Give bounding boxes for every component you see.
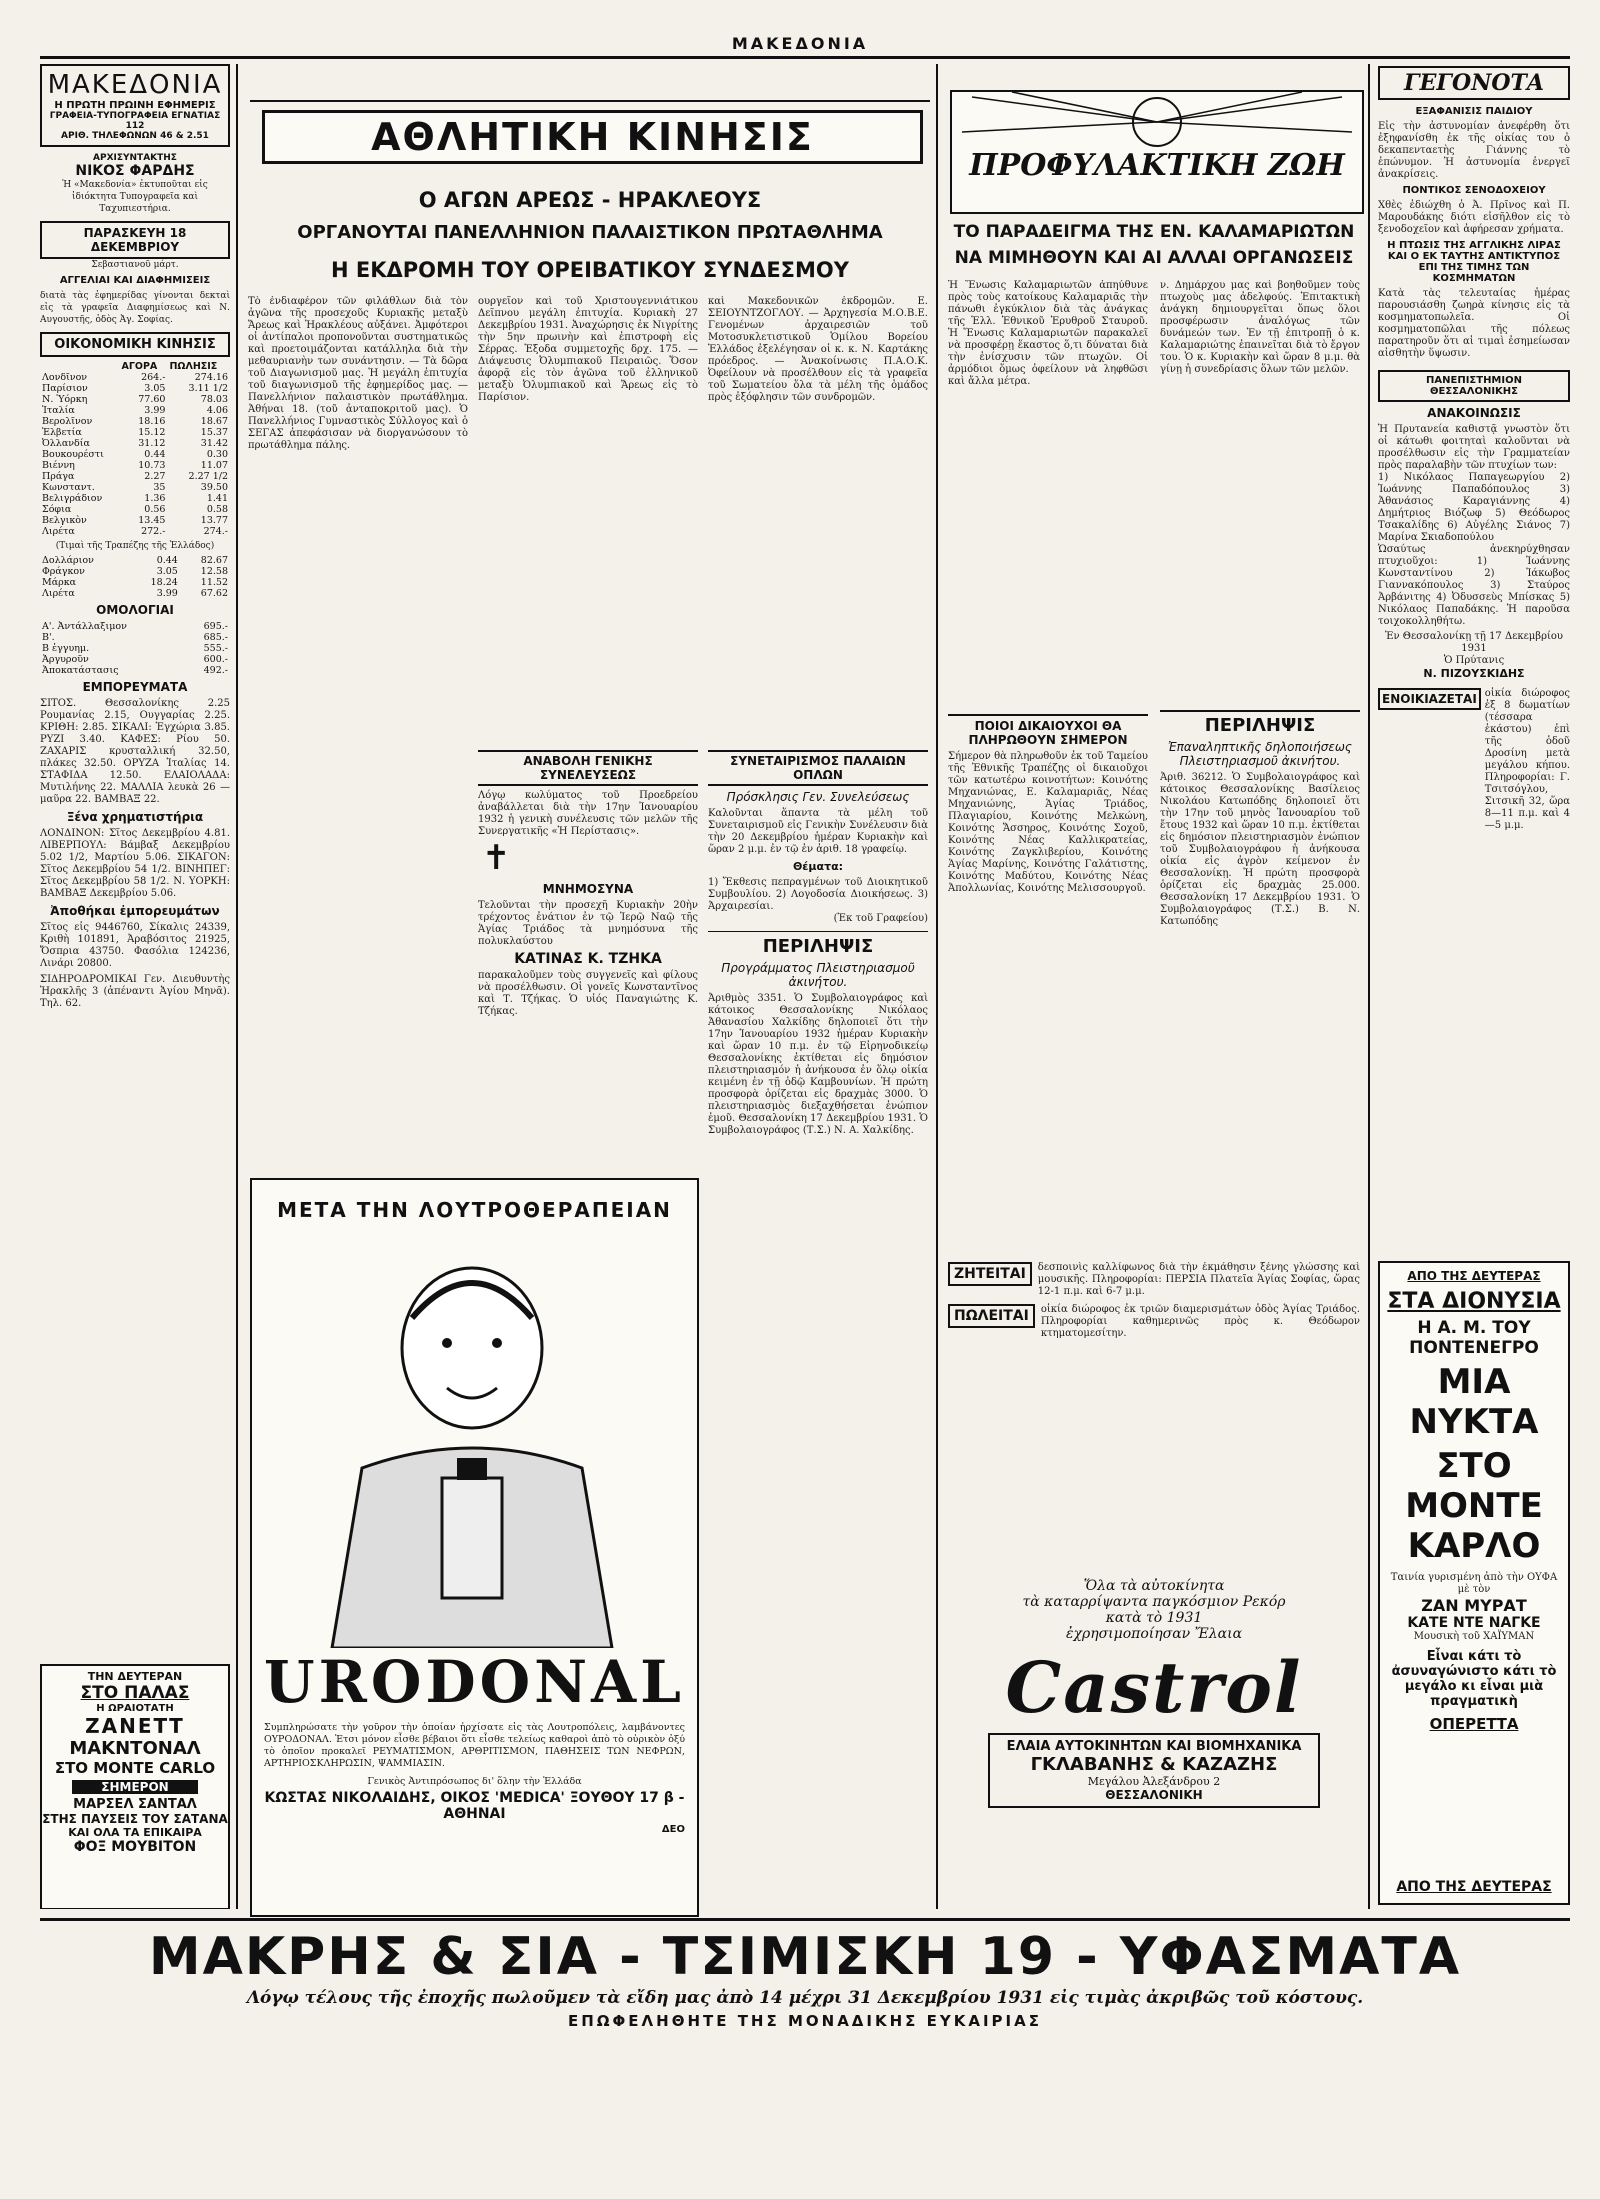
memorial-header: ΜΝΗΜΟΣΥΝΑ (542, 882, 634, 896)
cinema-star4: ΦΟΞ ΜΟΥΒΙΤΟΝ (73, 1839, 197, 1855)
athletics-headline3: Η ΕΚΔΡΟΜΗ ΤΟΥ ΟΡΕΙΒΑΤΙΚΟΥ ΣΥΝΔΕΣΜΟΥ (331, 258, 849, 282)
ads-header: ΑΓΓΕΛΙΑΙ ΚΑΙ ΔΙΑΦΗΜΙΣΕΙΣ (59, 275, 211, 286)
paper-name: ΜΑΚΕΔΟΝΙΑ (47, 70, 223, 100)
cinema-r-note: Ταινία γυρισμένη ἀπὸ τὴν ΟΥΦΑ (1390, 1572, 1558, 1583)
store-cta: ΕΠΩΦΕΛΗΘΗΤΕ ΤΗΣ ΜΟΝΑΔΙΚΗΣ ΕΥΚΑΙΡΙΑΣ (567, 2012, 1042, 2030)
cross-icon: ✝ (482, 838, 511, 878)
castrol-company: ΕΛΑΙΑ ΑΥΤΟΚΙΝΗΤΩΝ ΚΑΙ ΒΙΟΜΗΧΑΝΙΚΑ (1006, 1739, 1302, 1754)
row-value: 39.50 (200, 482, 228, 493)
newspaper-title: ΜΑΚΕΔΟΝΙΑ (731, 34, 869, 53)
hygiene-headline1: ΤΟ ΠΑΡΑΔΕΙΓΜΑ ΤΗΣ ΕΝ. ΚΑΛΑΜΑΡΙΩΤΩΝ (953, 222, 1355, 242)
cinema-r-music: Μουσικὴ τοῦ ΧΑΪΥΜΑΝ (1413, 1631, 1535, 1642)
col-buy: ΑΓΟΡΑ (121, 361, 158, 372)
urodonal-text: Συμπληρώσατε τὴν γοῦρον τὴν ὁποίαν ἠρχίσατε εἰς τὰς Λουτροπόλεις, λαμβάνοντες ΟΥΡΟΔΟΝΑΛ. Ἐτσι μόνον εἶσθε βέβαιοι ὅτι εἶσθε τελείως καθαροὶ ἀπὸ τὸ οὐρικὸν ὀξύ τὸ ὁποῖον προκαλεῖ ΡΕΥΜΑΤΙΣΜΟΝ, ΑΡΘΡΙΤΙΣΜΟΝ, ΠΑΘΗΣΕΙΣ ΤΩΝ ΝΕΦΡΩΝ, ΑΡΤΗΡΙΟΣΚΛΗΡΩΣΙΝ, ΨΑΜΜΙΑΣΙΝ. (264, 1722, 685, 1769)
castrol-street: Μεγάλου Ἀλεξάνδρου 2 (1087, 1775, 1221, 1788)
table-row (40, 482, 230, 493)
produce-text: ΣΙΤΟΣ. Θεσσαλονίκης 2.25 Ρουμανίας 2.15, Ουγγαρίας 2.25. ΚΡΙΘΗ: 2.85. ΣΙΚΑΛΙ: Ἐγχώρια 3.85. ΡΥΖΙ 3.40. ΚΑΦΕΣ: Ρίου 50. ΖΑΧΑΡΙΣ κρυσταλλική 32.50, πλάκες 32.50. ΟΡΥΖΑ Ἰταλίας 14. ΣΤΑΦΙΔΑ 12.50. ΕΛΑΙΟΛΑΔΑ: Μυτιλήνης 22. ΜΑΛΛΙΑ λευκὰ 26 — μαῦρα 22. ΒΑΜΒΑΞ 22. (40, 698, 230, 805)
table-row (40, 493, 230, 504)
table-row (40, 438, 230, 449)
cinema-star1: ΖΑΝΕΤΤ (85, 1714, 185, 1738)
cinema-venue: ΣΤΟ ΠΑΛΑΣ (80, 1683, 190, 1703)
row-value: 0.30 (206, 449, 228, 460)
table-row (40, 526, 230, 537)
store-sale-line: Λόγῳ τέλους τῆς ἐποχῆς πωλοῦμεν τὰ εἴδη μας ἀπὸ 14 μέχρι 31 Δεκεμβρίου 1931 εἰς τιμὰς ἀκριβῶς τοῦ κόστους. (246, 1988, 1364, 2008)
row-value: 31.42 (200, 438, 228, 449)
exports-text: Σῖτος εἰς 9446760, Σίκαλις 24339, Κριθὴ 101891, Ἀραβόσιτος 21925, Ὄσπρια 43750. Φασόλια 124236, Λινάρι 20800. (40, 922, 230, 969)
row-value: 3.11 1/2 (188, 383, 228, 394)
row-value: 1.36 (144, 493, 166, 504)
memorial-text: Τελοῦνται τὴν προσεχῆ Κυριακὴν 20ὴν τρέχοντος ἐνάτιον ἐν τῷ Ἱερῷ Ναῷ τῆς Ἁγίας Τριάδος τὰ μνημόσυνα τῆς πολυκλαύστου (478, 900, 698, 947)
row-value: 13.77 (200, 515, 228, 526)
summary-mid-text: Ἀριθμὸς 3351. Ὁ Συμβολαιογράφος καὶ κάτοικος Θεσσαλονίκης Νικόλαος Ἀθανασίου Χαλκίδης δηλοποιεῖ ὅτι τὴν 17ην Ἰανουαρίου 1932 ἡμέραν Κυριακὴν καὶ ὥραν 10 π.μ. ἐν τῷ Εἰρηνοδικείῳ Θεσσαλονίκης ἐκτίθεται εἰς δημόσιον πλειστηριασμόν ἡ ἀνήκουσα ἐν ὅλῳ οἰκία κειμένη ἐν τῇ ὁδῷ Καμβουνίων. Ἡ πρώτη προσφορὰ ὁρίζεται εἰς δραχμὰς 3000. Ὁ πλειστηριασμὸς διεξαχθήσεται ἐνώπιον ἐμοῦ. Θεσσαλονίκη 17 Δεκεμβρίου 1931. Ὁ Συμβολαιογράφος (Τ.Σ.) Ν. Α. Χαλκίδης. (708, 993, 928, 1136)
general-meeting-text: Λόγῳ κωλύματος τοῦ Προεδρείου ἀναβάλλεται διὰ τὴν 17ην Ἰανουαρίου 1932 ἡ γενικὴ συνέλευσις τῶν μελῶν τῆς Συνεργατικῆς «Ἡ Περίστασις». (478, 790, 698, 837)
cinema-r-end: ΑΠΟ ΤΗΣ ΔΕΥΤΕΡΑΣ (1396, 1879, 1552, 1895)
union-topics: 1) Ἔκθεσις πεπραγμένων τοῦ Διοικητικοῦ Συμβουλίου. 2) Λογοδοσία Διοικήσεως. 3) Ἀρχαιρεσίαι. (708, 877, 928, 912)
economics-header: ΟΙΚΟΝΟΜΙΚΗ ΚΙΝΗΣΙΣ (40, 332, 230, 357)
dues-header: ΠΟΙΟΙ ΔΙΚΑΙΟΥΧΟΙ ΘΑ ΠΛΗΡΩΘΟΥΝ ΣΗΜΕΡΟΝ (948, 714, 1148, 747)
cinema-r-cast2: ΚΑΤΕ ΝΤΕ ΝΑΓΚΕ (1407, 1615, 1541, 1631)
top-rule (40, 56, 1570, 59)
row-value: 3.05 (156, 566, 178, 577)
foreign-text: ΛΟΝΔΙΝΟΝ: Σῖτος Δεκεμβρίου 4.81. ΛΙΒΕΡΠΟΥΛ: Βάμβαξ Δεκεμβρίου 5.02 1/2, Μαρτίου 5.06. ΣΙΚΑΓΟΝ: Σῖτος Δεκεμβρίου 54 1/2. ΒΙΝΗΠΕΓ: Σῖτος Δεκεμβρίου 58 1/2. Ν. ΥΟΡΚΗ: ΒΑΜΒΑΞ Δεκεμβρίου 5.06. (40, 828, 230, 899)
paper-subtitle: Η ΠΡΩΤΗ ΠΡΩΙΝΗ ΕΦΗΜΕΡΙΣ (54, 100, 216, 111)
row-value: 11.07 (200, 460, 228, 471)
event1-header: ΕΞΑΦΑΝΙΣΙΣ ΠΑΙΔΙΟΥ (1415, 106, 1533, 117)
row-value: 0.56 (144, 504, 166, 515)
castrol-line2: τὰ καταρρίψαντα παγκόσμιον Ρεκόρ (1022, 1594, 1286, 1610)
urodonal-address: ΚΩΣΤΑΣ ΝΙΚΟΛΑΙΔΗΣ, ΟΙΚΟΣ 'MEDICA' ΞΟΥΘΟΥ 17 β - ΑΘΗΝΑΙ (264, 1790, 685, 1822)
row-value: 77.60 (138, 394, 166, 405)
paper-offices: ΓΡΑΦΕΙΑ-ΤΥΠΟΓΡΑΦΕΙΑ ΕΓΝΑΤΙΑΣ 112 (49, 111, 221, 131)
row-value: 274.16 (194, 372, 228, 383)
row-label: Ἀργυροῦν (42, 654, 89, 665)
university-header: ΠΑΝΕΠΙΣΤΗΜΙΟΝ ΘΕΣΣΑΛΟΝΙΚΗΣ (1378, 370, 1570, 402)
athletics-headline1: Ο ΑΓΩΝ ΑΡΕΩΣ - ΗΡΑΚΛΕΟΥΣ (418, 188, 762, 212)
cinema-r-quote: Εἶναι κάτι τὸ ἀσυναγώνιστο κάτι τὸ μεγάλο κι εἶναι μιὰ πραγματικὴ (1391, 1649, 1557, 1709)
row-value: 0.44 (156, 555, 178, 566)
paper-phones: ΑΡΙΘ. ΤΗΛΕΦΩΝΩΝ 46 & 2.51 (61, 131, 209, 141)
classified-label: ΠΩΛΕΙΤΑΙ (948, 1304, 1035, 1328)
castrol-line1: Ὅλα τὰ αὐτοκίνητα (1083, 1578, 1225, 1594)
castrol-ad (948, 1578, 1360, 1908)
urodonal-ad (250, 1178, 699, 1917)
castrol-dealer-box (988, 1733, 1320, 1808)
cinema-r-day: ΑΠΟ ΤΗΣ ΔΕΥΤΕΡΑΣ (1407, 1269, 1541, 1283)
column-rule (936, 64, 938, 1909)
row-label: Β ἐγγυημ. (42, 643, 90, 654)
editor-name: ΝΙΚΟΣ ΦΑΡΔΗΣ (75, 163, 195, 179)
table-row (40, 566, 230, 577)
union-subheader: Πρόσκλησις Γεν. Συνελεύσεως (726, 790, 910, 804)
row-value: 13.45 (138, 515, 166, 526)
table-row (40, 632, 230, 643)
summary-right-block (1160, 710, 1360, 1250)
printing-note: Ἡ «Μακεδονία» ἐκτυποῦται εἰς ἰδιόκτητα Τυπογραφεῖα καὶ Ταχυπιεστήρια. (62, 180, 208, 214)
row-label: Λιρέτα (42, 526, 75, 537)
hygiene-col2: ν. Δημάρχου μας καὶ βοηθοῦμεν τοὺς πτωχοὺς μας ἀδελφούς. Ἐπιτακτικὴ ἀνάγκη δημιουργεῖται ὅπως ὅλοι προσφέρωσιν ἀναλόγως τῶν δυνάμεών των. Ἐν τῇ ἐπιτροπῇ ὁ κ. Καλαμαριώτης ἐπαινεῖται διὰ τὸ ἔργον του. Ὁ κ. Κυριακὴν καὶ ὥραν 8 μ.μ. θὰ γίνῃ ἡ συνεδρίασις ὅλων τῶν μελῶν. (1160, 280, 1360, 375)
table-row (40, 621, 230, 632)
event2-text: Χθὲς ἐδιώχθη ὁ Ἀ. Πρῖνος καὶ Π. Μαρουδάκης διότι εἰσῆλθον εἰς τὸ ξενοδοχεῖον καὶ ἀφήρεσαν χρήματα. (1378, 200, 1570, 235)
dues-block (948, 710, 1148, 1250)
table-row (40, 555, 230, 566)
classified-label: ΖΗΤΕΙΤΑΙ (948, 1262, 1032, 1286)
row-value: 1.41 (206, 493, 228, 504)
row-label: Βουκουρέστι (42, 449, 104, 460)
castrol-brand: Castrol (1005, 1646, 1303, 1729)
column-rule (1368, 64, 1370, 1909)
hygiene-col1: Ἡ Ἕνωσις Καλαμαριωτῶν ἀπηύθυνε πρὸς τοὺς κατοίκους Καλαμαριᾶς τὴν πάνωθι ἐγκύκλιον διὰ τὰς ἀνάγκας τῆς Ἑλλ. Ἐθνικοῦ Ἐρυθροῦ Σταυροῦ. Ἡ Ἕνωσις Καλαμαριωτῶν παρακαλεῖ νὰ προσφέρῃ ἕκαστος ὅ,τι δύναται διὰ τὴν ἐνίσχυσιν τῶν πτωχῶν. Οἱ ἀρμόδιοι ὅμως ὀφείλουν νὰ ληφθῶσι καὶ ἄλλα μέτρα. (948, 280, 1148, 387)
right-column (1378, 66, 1570, 1911)
athletics-col2: ουργεῖον καὶ τοῦ Χριστουγεννιάτικου Δεῖπνου μεγάλη ἐπιτυχία. Κυριακὴ 27 Δεκεμβρίου 1931. Ἀναχώρησις ἐκ Νιγρίτης τὴν 5ην πρωινὴν καὶ ἐπιστροφὴ εἰς Σέρρας. Ἐξοδα συμμετοχῆς δρχ. 175. — Διάψευσις Ὀλυμπιακοῦ Πειραιῶς. Ὅσον ἀφορᾷ εἰς τὸν ἀγῶνα τοῦ ἐλληνικοῦ μεταξὺ Ὀλυμπιακοῦ καὶ Ἄρεως εἰς τὸ Παρίσιον. (478, 296, 698, 403)
row-label: Βερολῖνον (42, 416, 93, 427)
athletics-col3: καὶ Μακεδονικῶν ἐκδρομῶν. Ε. ΣΕΙΟΥΝΤΖΟΓΛΟΥ. — Ἀρχηγεσία Μ.Ο.Β.Ε. Γενομένων ἀρχαιρεσιῶν τοῦ Μοτοσυκλετιστικοῦ Ὁμίλου Βορείου Ἑλλάδος ἐξελέγησαν οἱ κ. κ. Ν. Καρτάκης πρόεδρος. — Ἀνακοίνωσις Π.Α.Ο.Κ. Ὀφείλουν νὰ προσέλθουν εἰς τὰ γραφεῖα τοῦ Σωματείου ὅλα τὰ μέλη τῆς ὁμάδος πρὸς ἐξόφλησιν τῶν συνδρομῶν. (708, 296, 928, 403)
summary-mid-subheader: Προγράμματος Πλειστηριασμοῦ ἀκινήτου. (721, 961, 915, 989)
foreign-header: Ξένα χρηματιστήρια (66, 810, 204, 824)
athletics-rule (250, 100, 930, 102)
row-label: Πράγα (42, 471, 75, 482)
athletics-col1: Τὸ ἐνδιαφέρον τῶν φιλάθλων διὰ τὸν ἀγῶνα τῆς προσεχοῦς Κυριακῆς μεταξὺ Ἄρεως καὶ Ἡρακλέους αὐξάνει. Ἀμφότεροι οἱ ἀντίπαλοι προπονοῦνται συστηματικῶς καὶ προετοιμάζονται κατάλληλα διὰ τὴν μεθαυριανὴν των συνάντησιν. — Τὰ δῶρα τοῦ Διαγωνισμοῦ μας. Ἡ μεγάλη ἐπιτυχία τοῦ διαγωνισμοῦ τῆς ἐφημερίδος μας. — Πανελλήνιον παλαιστικὸν πρωτάθλημα. Ἀθήναι 18. (τοῦ ἀνταποκριτοῦ μας). Ὁ Πανελλήνιος Γυμναστικὸς Σύλλογος καὶ ὁ ΣΕΓΑΣ ἀπεφάσισαν νὰ διοργανώσουν τὸ πρωτάθλημα πάλης. (248, 296, 468, 451)
ads-text: διατὰ τὰς ἐφημερίδας γίνονται δεκταὶ εἰς τὰ γραφεῖα Διαφημίσεως καὶ Ν. Αυγουστῆς, ὁδὸς Ἀγ. Σοφίας. (40, 291, 230, 325)
row-value: 685.- (203, 632, 228, 643)
event3-header: Η ΠΤΩΣΙΣ ΤΗΣ ΑΓΓΛΙΚΗΣ ΛΙΡΑΣ ΚΑΙ Ο ΕΚ ΤΑΥΤΗΣ ΑΝΤΙΚΤΥΠΟΣ ΕΠΙ ΤΗΣ ΤΙΜΗΣ ΤΩΝ ΚΟΣΜΗΜΑΤΩΝ (1387, 240, 1561, 284)
table-row (40, 460, 230, 471)
classified-text: δεσποινὶς καλλίφωνος διὰ τὴν ἐκμάθησιν ξένης γλώσσης καὶ μουσικῆς. Πληροφορίαι: ΠΕΡΣΙΑ Πλατεῖα Ἁγίας Σοφίας, ὥρας 12-1 π.μ. καὶ 6-7 μ.μ. (1037, 1262, 1360, 1297)
table-row (40, 577, 230, 588)
cinema-r-film2: ΜΙΑ ΝΥΚΤΑ (1409, 1362, 1539, 1442)
footer-rule (40, 1918, 1570, 1921)
row-label: Ὀλλανδία (42, 438, 90, 449)
university-contract: Ὡσαύτως ἀνεκηρύχθησαν πτυχιοῦχοι: 1) Ἰωάννης Κωνσταντίνου 2) Ἰάκωβος Γιαννακόπουλος 3) Σταύρος Ἀρβάνιτης 4) Ὀδυσσεὺς Μπίσκας 5) Νικόλαος Παπαδάκης. Ἡ παροῦσα τοιχοκολληθήτω. (1378, 544, 1570, 627)
athletics-banner (262, 110, 923, 164)
table-row (40, 416, 230, 427)
urodonal-title: ΜΕΤΑ ΤΗΝ ΛΟΥΤΡΟΘΕΡΑΠΕΙΑΝ (277, 1198, 672, 1222)
table-row (40, 515, 230, 526)
university-signoff-role: Ὁ Πρύτανις (1443, 655, 1505, 666)
castrol-line4: ἐχρησιμοποίησαν Ἔλαια (1065, 1626, 1243, 1642)
currency-table (40, 555, 230, 599)
bonds-header: ΟΜΟΛΟΓΙΑΙ (96, 603, 174, 617)
row-label: Σόφια (42, 504, 72, 515)
row-label: Α'. Ἀντάλλαξιμον (42, 621, 127, 632)
hygiene-headline2: ΝΑ ΜΙΜΗΘΟΥΝ ΚΑΙ ΑΙ ΑΛΛΑΙ ΟΡΓΑΝΩΣΕΙΣ (954, 248, 1354, 268)
summary-right-subheader: Ἐπαναληπτικῆς δηλοποιήσεως Πλειστηριασμοῦ ἀκινήτου. (1168, 740, 1352, 768)
meeting-memorial-block (478, 746, 698, 1166)
row-label: Δολλάριον (42, 555, 94, 566)
cinema-today: ΣΗΜΕΡΟΝ (72, 1780, 198, 1794)
issue-date: ΠΑΡΑΣΚΕΥΗ 18 ΔΕΚΕΜΒΡΙΟΥ (40, 221, 230, 259)
university-names: 1) Νικόλαος Παπαγεωργίου 2) Ἰωάννης Παπαδόπουλος 3) Ἀθανάσιος Καραγιάννης 4) Δημήτριος Βιόζωφ 5) Θεόδωρος Τσακαλίδης 6) Αὐγέλης Σιάνος 7) Μαρίνα Σκιαδοπούλου (1378, 472, 1570, 543)
row-value: 3.99 (144, 405, 166, 416)
row-value: 82.67 (200, 555, 228, 566)
row-label: Μάρκα (42, 577, 77, 588)
cinema-r-cast-label: μὲ τὸν (1457, 1584, 1491, 1595)
event3-text: Κατὰ τὰς τελευταίας ἡμέρας παρουσιάσθη ζωηρὰ κίνησις εἰς τὰ κοσμηματοπωλεῖα. Οἱ κοσμηματοπῶλαι τῆς πόλεως παρατηροῦν ὅτι αἱ τιμαὶ ἐσημείωσαν αἰσθητὴν ὕψωσιν. (1378, 288, 1570, 359)
row-value: 78.03 (200, 394, 228, 405)
union-summary-block (708, 746, 928, 1886)
table-row (40, 643, 230, 654)
cinema-star3: ΜΑΡΣΕΛ ΣΑΝΤΑΛ (73, 1797, 197, 1812)
table-row (40, 427, 230, 438)
row-label: Λονδῖνον (42, 372, 88, 383)
row-value: 15.37 (200, 427, 228, 438)
man-with-bottle-illustration (252, 1228, 697, 1648)
row-value: 67.62 (200, 588, 228, 599)
event1-text: Εἰς τὴν ἀστυνομίαν ἀνεφέρθη ὅτι ἐξηφανίσθη ἐκ τῆς οἰκίας του ὁ δεκαπενταετὴς Γιάννης τὸ ἐπώνυμον. Ἡ ἀστυνομία ἐνεργεῖ ἀνακρίσεις. (1378, 121, 1570, 180)
row-value: 0.58 (206, 504, 228, 515)
cinema-r-genre: ΟΠΕΡΕΤΤΑ (1429, 1715, 1519, 1733)
urodonal-brand: URODONAL (264, 1648, 685, 1716)
row-label: Φράγκον (42, 566, 85, 577)
row-value: 555.- (203, 643, 228, 654)
row-value: 272.- (141, 526, 166, 537)
table-row (40, 588, 230, 599)
row-label: Βελιγράδιον (42, 493, 103, 504)
row-label: Βελγικὸν (42, 515, 87, 526)
row-value: 35 (153, 482, 166, 493)
summary-right-text: Ἀριθ. 36212. Ὁ Συμβολαιογράφος καὶ κάτοικος Θεσσαλονίκης Βασίλειος Νικολάου Κατωπόδης δηλοποιεῖ ὅτι τὴν 17ην τοῦ μηνὸς Ἰανουαρίου τοῦ ἔτους 1932 καὶ ὥραν 10 π.μ. ἐκτίθεται εἰς δημόσιον πλειστηριασμὸν ἐνώπιον τοῦ Συμβολαιογράφου ἡ ἀνήκουσα οἰκία εἰς ἀγρὸν κείμενον ἐν Θεσσαλονίκῃ. Ἡ πρώτη προσφορὰ ὁρίζεται εἰς δραχμὰς 25.000. Θεσσαλονίκη 17 Δεκεμβρίου 1931. Ὁ Συμβολαιογράφος (Τ.Σ.) Β. Ν. Κατωπόδης (1160, 772, 1360, 927)
cinema-star2: ΜΑΚΝΤΟΝΑΛ (69, 1738, 201, 1759)
bonds-table (40, 621, 230, 676)
row-value: 12.58 (200, 566, 228, 577)
row-label: Κωνσταντ. (42, 482, 95, 493)
castrol-line3: κατὰ τὸ 1931 (1105, 1610, 1203, 1626)
summary-mid-header: ΠΕΡΙΛΗΨΙΣ (708, 931, 928, 957)
row-label: Λιρέτα (42, 588, 75, 599)
rent-label: ΕΝΟΙΚΙΑΖΕΤΑΙ (1378, 688, 1481, 710)
classified-text: οἰκία διώροφος ἐκ τριῶν διαμερισμάτων ὁδὸς Ἁγίας Τριάδος. Πληροφορίαι καθημερινῶς πρὸς κ. Θεόδωρον κτηματομεσίτην. (1040, 1304, 1360, 1339)
produce-header: ΕΜΠΟΡΕΥΜΑΤΑ (82, 680, 188, 694)
cinema-r-venue: ΣΤΑ ΔΙΟΝΥΣΙΑ (1387, 1289, 1561, 1314)
castrol-city: ΘΕΣΣΑΛΟΝΙΚΗ (1105, 1788, 1203, 1802)
row-value: 264.- (141, 372, 166, 383)
row-value: 18.67 (200, 416, 228, 427)
urodonal-code: ΔΕΟ (661, 1824, 685, 1835)
cinema-dionysia-ad (1378, 1261, 1570, 1905)
table-row (40, 405, 230, 416)
union-text: Καλοῦνται ἅπαντα τὰ μέλη τοῦ Συνεταιρισμοῦ εἰς Γενικὴν Συνέλευσιν διὰ τὴν 20 Δεκεμβρίου ἡμέραν Κυριακὴν καὶ ὥραν 2 μ.μ. ἐν τῷ ἐν ἀριθ. 18 γραφείῳ. (708, 808, 928, 855)
row-value: 31.12 (138, 438, 166, 449)
summary-right-header: ΠΕΡΙΛΗΨΙΣ (1160, 710, 1360, 736)
row-value: 492.- (203, 665, 228, 676)
row-label: Ἰταλία (42, 405, 75, 416)
row-label: Ν. Ὑόρκη (42, 394, 88, 405)
exchange-rates-table (40, 361, 230, 537)
urodonal-agent: Γενικὸς Ἀντιπρόσωπος δι' ὅλην τὴν Ἑλλάδα (367, 1776, 582, 1787)
university-text: Ἡ Πρυτανεία καθιστᾷ γνωστὸν ὅτι οἱ κάτωθι φοιτηταὶ καλοῦνται νὰ προσέλθωσιν εἰς τὴν Γραμματείαν πρὸς παραλαβὴν τῶν πτυχίων των: (1378, 424, 1570, 471)
dues-text: Σήμερον θὰ πληρωθοῦν ἐκ τοῦ Ταμείου τῆς Ἐθνικῆς Τραπέζης οἱ δικαιοῦχοι τῶν κατωτέρω κοινοτήτων: Κοινότης Μηχανιώνας, Ε. Καλαμαριᾶς, Νέας Μηχανιώνης, Ἁγίας Τριάδος, Πλαγιαρίου, Κοινότης Μελκώνη, Κοινότης Ἄσσηρος, Κοινότης Σοχοῦ, Κοινότης Νέας Καλλικρατείας, Κοινότης Ζαγκλιβερίου, Κοινότης Ἁγίας Μαρίνης, Κοινότης Γαλάτιστης, Κοινότης Μαδύτου, Κοινότης Νέας Ἀπολλωνίας, Κοινότης Μελισσουργοῦ. (948, 751, 1148, 894)
hygiene-banner-text: ΠΡΟΦΥΛΑΚΤΙΚΗ ΖΩΗ (969, 148, 1345, 183)
row-value: 15.12 (138, 427, 166, 438)
row-label: Ἀποκατάστασις (42, 665, 119, 676)
cinema-palas-ad (40, 1664, 230, 1909)
row-value: 18.16 (138, 416, 166, 427)
row-value: 3.99 (156, 588, 178, 599)
row-value: 695.- (203, 621, 228, 632)
cinema-r-film3: ΣΤΟ ΜΟΝΤΕ ΚΑΡΛΟ (1405, 1446, 1543, 1566)
cinema-film2: ΣΤΗΣ ΠΑΥΣΕΙΣ ΤΟΥ ΣΑΤΑΝΑ (42, 1812, 228, 1826)
classified-item (948, 1304, 1360, 1340)
table-row (40, 449, 230, 460)
table-row (40, 394, 230, 405)
table-row (40, 504, 230, 515)
exports-header: Ἀποθήκαι ἐμπορευμάτων (50, 904, 220, 918)
col-sell: ΠΩΛΗΣΙΣ (169, 361, 218, 372)
row-value: 3.05 (144, 383, 166, 394)
masthead-box (40, 64, 230, 147)
rent-classified (1378, 688, 1570, 832)
cinema-r-film1: Η Α. Μ. ΤΟΥ ΠΟΝΤΕΝΕΓΡΟ (1409, 1318, 1539, 1358)
row-value: 4.06 (206, 405, 228, 416)
athletics-headline2: ΟΡΓΑΝΟΥΤΑΙ ΠΑΝΕΛΛΗΝΙΟΝ ΠΑΛΑΙΣΤΙΚΟΝ ΠΡΩΤΑΘΛΗΜΑ (297, 222, 883, 243)
left-column (40, 64, 230, 1909)
university-signoff-name: Ν. ΠΙΖΟΥΣΚΙΔΗΣ (1423, 667, 1525, 680)
university-signoff-date: Ἐν Θεσσαλονίκῃ τῇ 17 Δεκεμβρίου 1931 (1385, 631, 1563, 654)
castrol-dealer: ΓΚΛΑΒΑΝΗΣ & ΚΑΖΑΖΗΣ (1030, 1754, 1278, 1775)
row-value: 10.73 (138, 460, 166, 471)
row-label: Βιέννη (42, 460, 75, 471)
classifieds-block (948, 1262, 1360, 1542)
prophylactic-life-banner (950, 90, 1364, 214)
table-row (40, 471, 230, 482)
cinema-film: ΣΤΟ ΜΟΝΤΕ CARLO (54, 1759, 216, 1777)
union-signoff: (Ἐκ τοῦ Γραφείου) (833, 913, 928, 924)
row-value: 0.44 (144, 449, 166, 460)
saint-of-day: Σεβαστιανοῦ μάρτ. (91, 260, 179, 270)
row-value: 274.- (203, 526, 228, 537)
athletics-banner-text: ΑΘΛΗΤΙΚΗ ΚΙΝΗΣΙΣ (371, 115, 814, 159)
rates-note: (Τιμαὶ τῆς Τραπέζης τῆς Ἑλλάδος) (55, 541, 215, 551)
cinema-pre: Η ΩΡΑΙΟΤΑΤΗ (96, 1703, 174, 1714)
row-label: Β'. (42, 632, 55, 643)
rent-text: οἰκία διώροφος ἐξ 8 δωματίων (τέσσαρα ἑκάστου) ἐπὶ τῆς ὁδοῦ Δροσίνη μετὰ μεγάλου κήπου. Πληροφορίαι: Γ. Τσιτσόγλου, Σιτσικῆ 32, ὥρα 8—11 π.μ. καὶ 4—5 μ.μ. (1484, 688, 1570, 831)
memorial-more: παρακαλοῦμεν τοὺς συγγενεῖς καὶ φίλους νὰ προσέλθωσιν. Οἱ γονεῖς Κωνσταντῖνος καὶ Τ. Τζήκας. Ὁ υἱός Παναγιώτης Κ. Τζήκας. (478, 970, 698, 1017)
table-row (40, 372, 230, 383)
cinema-extra: ΚΑΙ ΟΛΑ ΤΑ ΕΠΙΚΑΙΡΑ (68, 1826, 202, 1839)
table-row (40, 383, 230, 394)
fabric-store-ad (40, 1926, 1570, 2046)
row-label: Παρίσιον (42, 383, 88, 394)
column-rule (236, 64, 238, 1909)
general-meeting-header: ΑΝΑΒΟΛΗ ΓΕΝΙΚΗΣ ΣΥΝΕΛΕΥΣΕΩΣ (478, 750, 698, 786)
table-row (40, 665, 230, 676)
event2-header: ΠΟΝΤΙΚΟΣ ΣΕΝΟΔΟΧΕΙΟΥ (1402, 185, 1546, 196)
memorial-name: ΚΑΤΙΝΑΣ Κ. ΤΖΗΚΑ (514, 951, 662, 967)
rail-text: ΣΙΔΗΡΟΔΡΟΜΙΚΑΙ Γεν. Διευθυντὴς Ἠρακλῆς 3 (ἀπέναντι Ἀγίου Μηνᾶ). Τηλ. 62. (40, 974, 230, 1009)
university-sub: ΑΝΑΚΟΙΝΩΣΙΣ (1427, 406, 1521, 420)
union-topics-header: Θέματα: (792, 860, 844, 873)
row-value: 600.- (203, 654, 228, 665)
row-value: 2.27 1/2 (188, 471, 228, 482)
cinema-r-cast: ΖΑΝ ΜΥΡΑΤ (1421, 1596, 1527, 1615)
row-value: 2.27 (144, 471, 166, 482)
row-value: 18.24 (150, 577, 178, 588)
editor-label: ΑΡΧΙΣΥΝΤΑΚΤΗΣ (93, 153, 177, 163)
union-header: ΣΥΝΕΤΑΙΡΙΣΜΟΣ ΠΑΛΑΙΩΝ ΟΠΛΩΝ (708, 750, 928, 786)
table-row (40, 654, 230, 665)
store-name: ΜΑΚΡΗΣ & ΣΙΑ - ΤΣΙΜΙΣΚΗ 19 - ΥΦΑΣΜΑΤΑ (148, 1927, 1462, 1987)
row-label: Ἑλβετία (42, 427, 82, 438)
events-header: ΓΕΓΟΝΟΤΑ (1378, 66, 1570, 100)
classified-item (948, 1262, 1360, 1298)
row-value: 11.52 (200, 577, 228, 588)
cinema-day: ΤΗΝ ΔΕΥΤΕΡΑΝ (87, 1670, 183, 1683)
